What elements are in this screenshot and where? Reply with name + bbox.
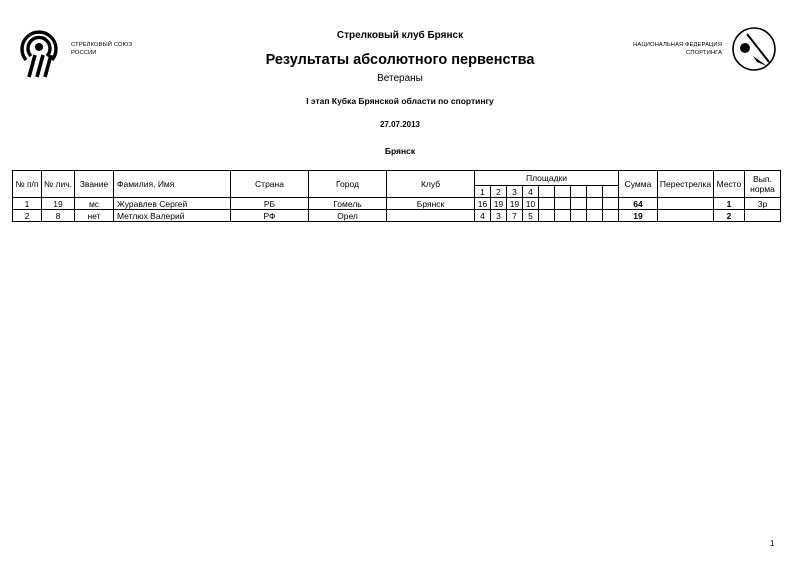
stand-number-header: 1 (475, 186, 491, 198)
col-header-rank: Звание (75, 171, 114, 198)
event-city: Брянск (384, 146, 416, 156)
page-number: 1 (770, 539, 775, 548)
cell-stand-score (555, 198, 571, 210)
org-left-line-1: СТРЕЛКОВЫЙ СОЮЗ (71, 42, 133, 48)
cell-stand-score (539, 210, 555, 222)
org-right-line-2: СПОРТИНГА (686, 50, 722, 56)
cell-stand-score: 7 (507, 210, 523, 222)
table-row (13, 210, 781, 222)
event-date: 27.07.2013 (379, 120, 421, 129)
cell-shootoff (658, 210, 714, 222)
cell-city: Гомель (309, 198, 387, 210)
cell-stand-score (587, 198, 603, 210)
col-header-sum: Сумма (619, 171, 658, 198)
col-header-num: № п/п (13, 171, 42, 198)
cell-stand-score: 16 (475, 198, 491, 210)
cell-stand-score (603, 210, 619, 222)
cell-license: 8 (42, 210, 75, 222)
cell-stand-score (571, 198, 587, 210)
cell-club (387, 210, 475, 222)
cell-stand-score: 10 (523, 198, 539, 210)
stand-number-header: 2 (491, 186, 507, 198)
cell-sum: 64 (619, 198, 658, 210)
cell-city: Орел (309, 210, 387, 222)
cell-place: 1 (714, 198, 745, 210)
cell-name: Журавлев Сергей (114, 198, 231, 210)
col-header-club: Клуб (387, 171, 475, 198)
cell-stand-score: 19 (507, 198, 523, 210)
cell-name: Метлюх Валерий (114, 210, 231, 222)
cell-stand-score (587, 210, 603, 222)
cell-stand-score (571, 210, 587, 222)
col-header-stands: Площадки (475, 171, 619, 186)
cell-place: 2 (714, 210, 745, 222)
cell-country: РФ (231, 210, 309, 222)
cell-num: 2 (13, 210, 42, 222)
col-header-city: Город (309, 171, 387, 198)
stand-number-header: 4 (523, 186, 539, 198)
cell-stand-score (539, 198, 555, 210)
stand-number-header (571, 186, 587, 198)
cell-license: 19 (42, 198, 75, 210)
stand-number-header (555, 186, 571, 198)
stand-number-header: 3 (507, 186, 523, 198)
org-left-line-2: РОССИИ (71, 50, 97, 56)
stand-number-header (603, 186, 619, 198)
stand-number-header (587, 186, 603, 198)
page-title: Результаты абсолютного первенства (265, 52, 535, 68)
cell-rank: мс (75, 198, 114, 210)
cell-stand-score: 19 (491, 198, 507, 210)
col-header-place: Место (714, 171, 745, 198)
col-header-country: Страна (231, 171, 309, 198)
col-header-license: № лич. (42, 171, 75, 198)
cell-shootoff (658, 198, 714, 210)
results-table (12, 170, 781, 222)
org-right-line-1: НАЦИОНАЛЬНАЯ ФЕДЕРАЦИЯ (633, 42, 722, 48)
category-subtitle: Ветераны (377, 73, 423, 84)
cell-norm: 3р (745, 198, 781, 210)
cell-club: Брянск (387, 198, 475, 210)
col-header-shootoff: Перестрелка (658, 171, 714, 198)
cell-stand-score: 4 (475, 210, 491, 222)
cell-stand-score: 5 (523, 210, 539, 222)
club-name: Стрелковый клуб Брянск (336, 30, 464, 41)
cell-stand-score (555, 210, 571, 222)
cell-stand-score: 3 (491, 210, 507, 222)
table-row (13, 198, 781, 210)
cell-sum: 19 (619, 210, 658, 222)
col-header-norm: Вып. норма (745, 171, 781, 198)
cell-country: РБ (231, 198, 309, 210)
cell-num: 1 (13, 198, 42, 210)
cell-stand-score (603, 198, 619, 210)
cell-norm (745, 210, 781, 222)
col-header-name: Фамилия, Имя (114, 171, 231, 198)
stand-number-header (539, 186, 555, 198)
event-name: I этап Кубка Брянской области по спортингу (306, 96, 494, 106)
cell-rank: нет (75, 210, 114, 222)
